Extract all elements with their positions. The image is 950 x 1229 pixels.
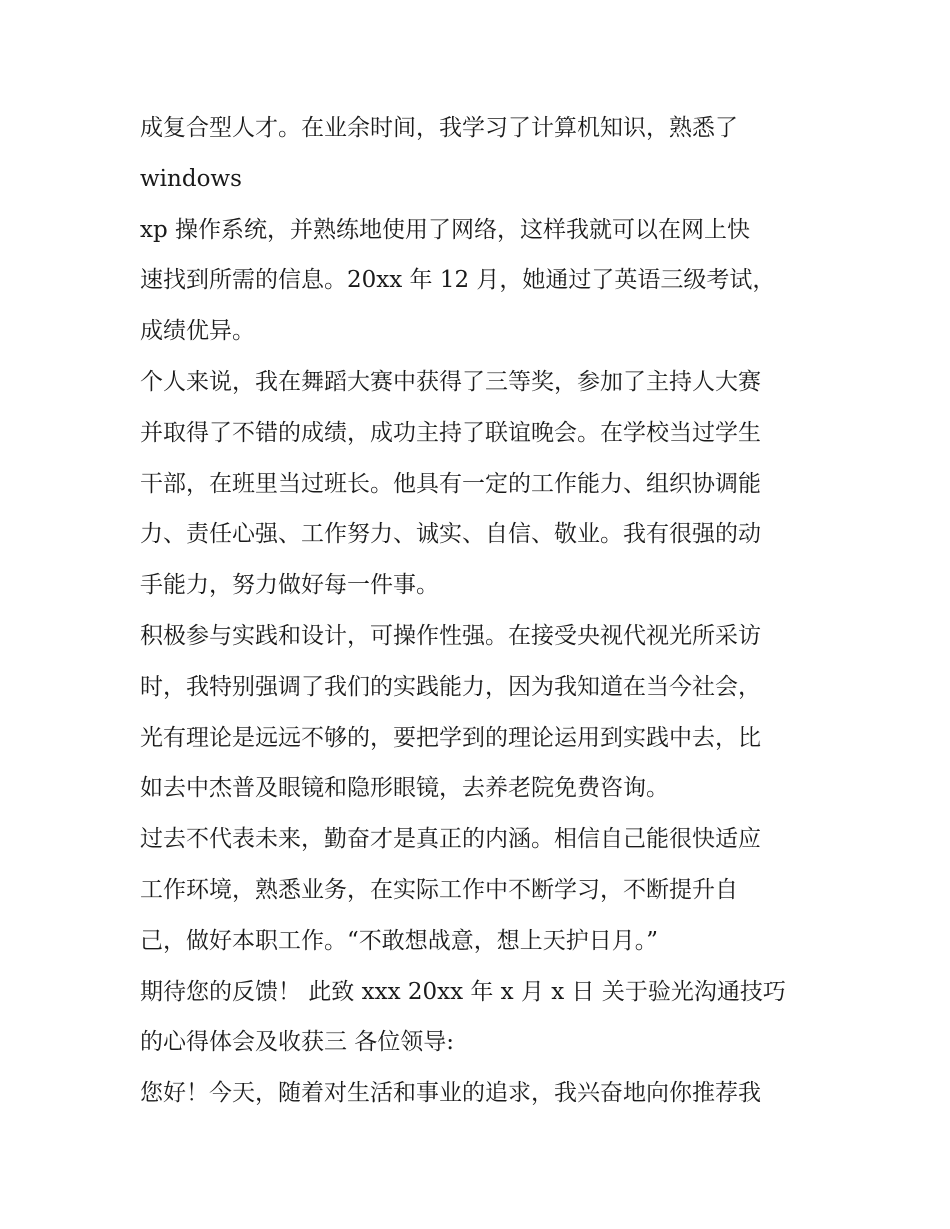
text-line-3: xp 操作系统，并熟练地使用了网络，这样我就可以在网上快 — [140, 216, 751, 243]
text-line-6: 个人来说，我在舞蹈大赛中获得了三等奖，参加了主持人大赛 — [140, 368, 761, 395]
text-line-10: 手能力，努力做好每一件事。 — [140, 572, 439, 599]
text-line-9: 力、责任心强、工作努力、诚实、自信、敬业。我有很强的动 — [140, 521, 761, 548]
text-line-11: 积极参与实践和设计，可操作性强。在接受央视代视光所采访 — [140, 622, 761, 649]
text-line-17: 己，做好本职工作。“不敢想战意，想上天护日月。” — [140, 927, 659, 954]
text-line-13: 光有理论是远远不够的，要把学到的理论运用到实践中去，比 — [140, 724, 761, 751]
text-line-8: 干部，在班里当过班长。他具有一定的工作能力、组织协调能 — [140, 470, 761, 497]
text-line-15: 过去不代表未来，勤奋才是真正的内涵。相信自己能很快适应 — [140, 826, 761, 853]
text-line-19: 的心得体会及收获三 各位领导: — [140, 1029, 455, 1056]
text-line-1: 成复合型人才。在业余时间，我学习了计算机知识，熟悉了 — [140, 115, 738, 141]
text-line-20: 您好！今天，随着对生活和事业的追求，我兴奋地向你推荐我 — [140, 1080, 761, 1107]
text-line-18: 期待您的反馈！ 此致 xxx 20xx 年 x 月 x 日 关于验光沟通技巧 — [140, 978, 786, 1005]
text-line-5: 成绩优异。 — [140, 318, 255, 345]
document-body — [140, 103, 820, 1119]
text-line-4: 速找到所需的信息。20xx 年 12 月，她通过了英语三级考试， — [140, 267, 776, 294]
text-line-14: 如去中杰普及眼镜和隐形眼镜，去养老院免费咨询。 — [140, 775, 669, 802]
text-line-2: windows — [140, 165, 242, 192]
text-line-7: 并取得了不错的成绩，成功主持了联谊晚会。在学校当过学生 — [140, 419, 761, 446]
text-line-12: 时，我特别强调了我们的实践能力，因为我知道在当今社会， — [140, 673, 761, 700]
text-line-16: 工作环境，熟悉业务，在实际工作中不断学习，不断提升自 — [140, 876, 738, 903]
